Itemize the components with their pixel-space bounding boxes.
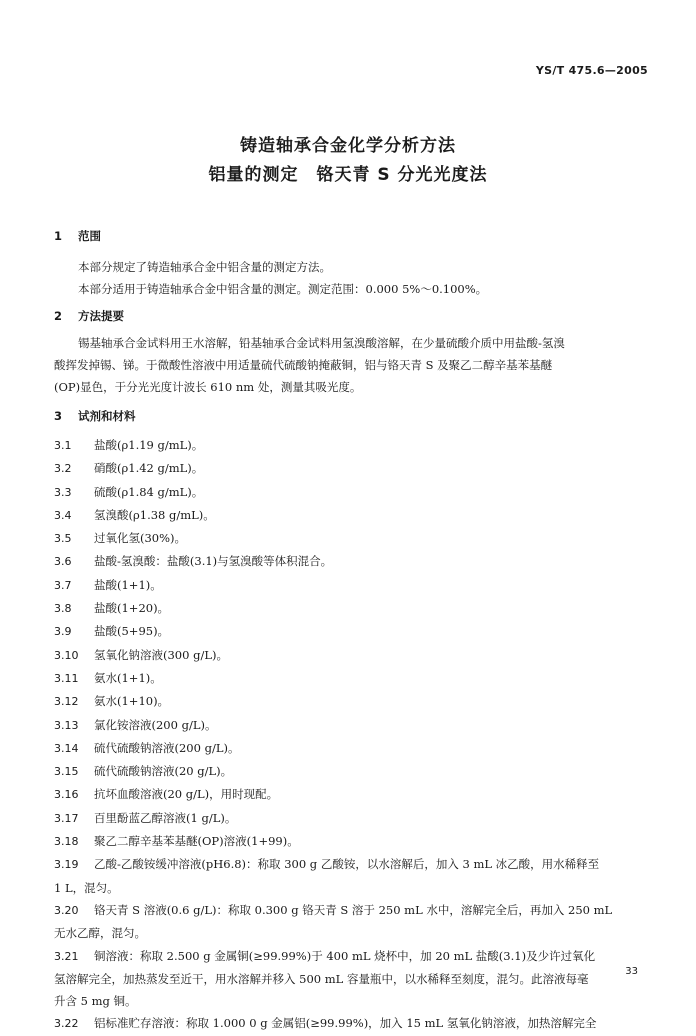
item-text: 氢溴酸(ρ1.38 g/mL)。 [94,507,215,522]
reagent-item [54,760,646,783]
reagent-item [54,783,646,806]
item-text: 氯化铵溶液(200 g/L)。 [94,717,217,732]
item-text: 盐酸-氢溴酸：盐酸(3.1)与氢溴酸等体积混合。 [94,554,333,569]
section-heading-principle [54,308,124,324]
principle-line-2: 酸挥发掉锡、锑。于微酸性溶液中用适量硫代硫酸钠掩蔽铜，铝与铬天青 S 及聚乙二醇辛基苯基醚 [54,358,553,372]
section-heading-reagents [54,408,136,424]
section-number: 1 [54,229,63,243]
document-subtitle: 铝量的测定 铬天青 S 分光光度法 [208,165,488,185]
item-text: 聚乙二醇辛基苯基醚(OP)溶液(1+99)。 [94,834,299,849]
reagent-item [54,945,646,1013]
item-text-continued: 氢溶解完全，加热蒸发至近干，用水溶解并移入 500 mL 容量瓶中，以水稀释至刻度，混匀。此溶液每毫 [54,971,589,986]
item-text: 氨水(1+1)。 [94,670,162,685]
reagent-item [54,550,646,573]
item-number: 3.8 [54,602,72,616]
item-text: 硫代硫酸钠溶液(200 g/L)。 [94,740,240,755]
section-title: 试剂和材料 [78,409,136,423]
item-number: 3.16 [54,788,79,802]
item-text-continued: 1 L，混匀。 [54,880,119,895]
item-text: 抗坏血酸溶液(20 g/L)，用时现配。 [94,787,279,802]
section-title: 范围 [78,229,101,243]
item-text: 铜溶液：称取 2.500 g 金属铜(≥99.99%)于 400 mL 烧杯中，加 20 mL 盐酸(3.1)及少许过氧化 [94,948,596,963]
reagent-item [54,899,646,945]
scope-paragraph [54,256,644,300]
item-text: 盐酸(1+1)。 [94,577,162,592]
reagent-item [54,457,646,480]
item-text: 盐酸(ρ1.19 g/mL)。 [94,438,204,452]
item-number: 3.12 [54,695,79,709]
item-text: 百里酚蓝乙醇溶液(1 g/L)。 [94,810,237,825]
reagent-item [54,830,646,853]
reagent-item [54,1012,646,1035]
reagent-item [54,853,646,899]
section-number: 2 [54,309,63,323]
reagent-item [54,644,646,667]
item-number: 3.21 [54,949,79,963]
item-number: 3.9 [54,625,72,639]
section-heading-scope [54,228,101,244]
principle-paragraph [54,332,644,398]
item-number: 3.5 [54,532,72,546]
item-text: 氢氧化钠溶液(300 g/L)。 [94,647,228,662]
item-text-continued: 升含 5 mg 铜。 [54,994,137,1009]
reagent-item [54,714,646,737]
standard-code: YS/T 475.6—2005 [535,64,648,77]
reagent-item [54,597,646,620]
item-number: 3.17 [54,811,79,825]
item-number: 3.2 [54,462,72,476]
item-text: 硫代硫酸钠溶液(20 g/L)。 [94,764,233,779]
item-number: 3.18 [54,835,79,849]
item-number: 3.10 [54,648,79,662]
item-number: 3.7 [54,578,72,592]
item-text: 硫酸(ρ1.84 g/mL)。 [94,484,204,499]
reagent-list [54,434,646,1036]
item-number: 3.22 [54,1017,79,1031]
item-number: 3.11 [54,671,79,685]
scope-text-2: 本部分适用于铸造轴承合金中铝含量的测定。测定范围：0.000 5%～0.100%。 [78,282,488,296]
item-number: 3.1 [54,439,72,452]
item-number: 3.6 [54,555,72,569]
reagent-item [54,737,646,760]
reagent-item [54,481,646,504]
reagent-item [54,504,646,527]
item-number: 3.20 [54,903,79,917]
reagent-item [54,527,646,550]
item-text-continued: 无水乙醇，混匀。 [54,926,146,941]
reagent-item [54,434,646,457]
item-number: 3.4 [54,508,72,522]
item-number: 3.19 [54,858,79,872]
page-number: 33 [625,966,638,977]
item-text: 乙酸-乙酸铵缓冲溶液(pH6.8)：称取 300 g 乙酸铵，以水溶解后，加入 3 mL 冰乙酸，用水稀释至 [94,857,600,872]
item-number: 3.14 [54,741,79,755]
item-text: 盐酸(5+95)。 [94,624,170,639]
document-title: 铸造轴承合金化学分析方法 [240,136,456,156]
item-number: 3.15 [54,765,79,779]
section-number: 3 [54,409,63,423]
item-text: 铝标准贮存溶液：称取 1.000 0 g 金属铝(≥99.99%)，加入 15 mL 氢氧化钠溶液，加热溶解完全 [94,1016,597,1031]
item-number: 3.3 [54,485,72,499]
section-title: 方法提要 [78,309,124,323]
reagent-item [54,667,646,690]
principle-line-1: 锡基轴承合金试料用王水溶解，铅基轴承合金试料用氢溴酸溶解，在少量硫酸介质中用盐酸-氢溴 [78,336,565,350]
item-text: 过氧化氢(30%)。 [94,531,187,546]
principle-line-3: (OP)显色，于分光光度计波长 610 nm 处，测量其吸光度。 [54,380,362,394]
item-text: 氨水(1+10)。 [94,694,170,709]
item-text: 硝酸(ρ1.42 g/mL)。 [94,461,204,476]
reagent-item [54,690,646,713]
reagent-item [54,620,646,643]
item-text: 铬天青 S 溶液(0.6 g/L)：称取 0.300 g 铬天青 S 溶于 250 mL 水中，溶解完全后，再加入 250 mL [94,902,613,917]
scope-text-1: 本部分规定了铸造轴承合金中铝含量的测定方法。 [78,260,331,274]
item-text: 盐酸(1+20)。 [94,601,170,616]
reagent-item [54,807,646,830]
item-number: 3.13 [54,718,79,732]
reagent-item [54,574,646,597]
